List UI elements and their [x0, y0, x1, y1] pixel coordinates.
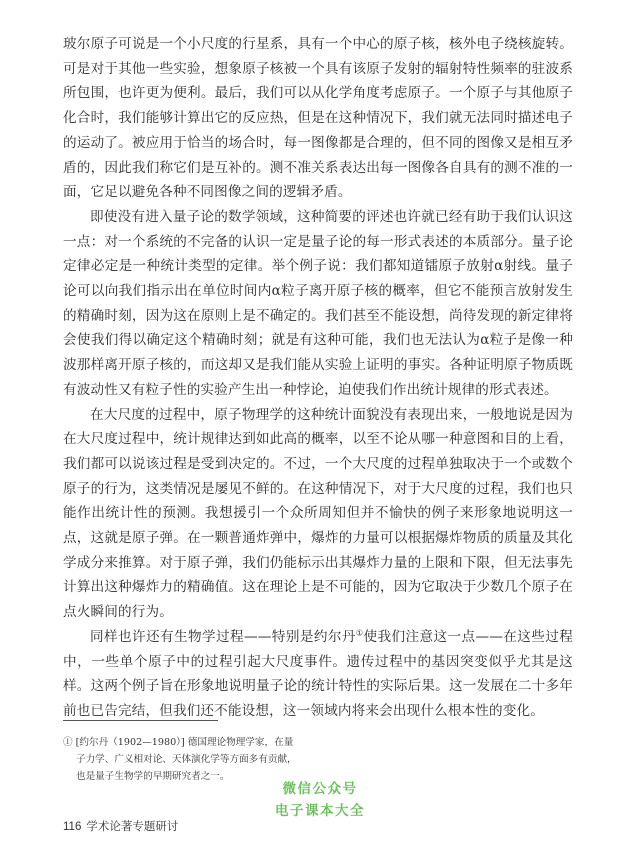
footnote-line-1: ① [约尔丹（1902—1980）] 德国理论物理学家，在量	[63, 737, 294, 748]
watermark	[256, 778, 384, 822]
watermark-line-2: 电子课本大全	[275, 803, 365, 819]
footnote-marker[interactable]: ①	[355, 628, 364, 638]
page-number: 116	[63, 821, 82, 833]
paragraph-4-after: 使我们注意这一点——在这些过程中，一些单个原子中的过程引起大尺度事件。遗传过程中的基因突变似乎尤其是这样。这两个例子旨在形象地说明量子论的统计特性的实际后果。这一发展在二十多年前也已告完结，但我们还不能设想，这一领域内将来会出现什么根本性的变化。	[63, 628, 573, 719]
body-text	[63, 32, 573, 724]
watermark-line-1: 微信公众号	[282, 781, 358, 797]
running-title: 学术论著专题研讨	[86, 819, 179, 833]
paragraph-3: 在大尺度的过程中，原子物理学的这种统计面貌没有表现出来，一般地说是因为在大尺度过程中，统计规律达到如此高的概率，以至不论从哪一种意图和目的上看，我们都可以说该过程是受到决定的。不过，一个大尺度的过程单独取决于一个或数个原子的行为，这类情况是屡见不鲜的。在这种情况下，对于大尺度的过程，我们也只能作出统计性的预测。我想援引一个众所周知但并不愉快的例子来形象地说明这一点，这就是原子弹。在一颗普通炸弹中，爆炸的力量可以根据爆炸物质的质量及其化学成分来推算。对于原子弹，我们仍能标示出其爆炸力量的上限和下限，但无法事先计算出这种爆炸力的精确值。这在理论上是不可能的，因为它取决于少数几个原子在点火瞬间的行为。	[63, 406, 573, 621]
footnote-divider	[63, 720, 218, 721]
page-footer	[63, 818, 178, 834]
paragraph-4	[63, 625, 573, 724]
paragraph-1: 玻尔原子可说是一个小尺度的行星系，具有一个中心的原子核，核外电子绕核旋转。可是对于其他一些实验，想象原子核被一个具有该原子发射的辐射特性频率的驻波系所包围，也许更为便利。最后，我们可以从化学角度考虑原子。一个原子与其他原子化合时，我们能够计算出它的反应热，但是在这种情况下，我们就无法同时描述电子的运动了。被应用于恰当的场合时，每一图像都是合理的，但不同的图像又是相互矛盾的，因此我们称它们是互补的。测不准关系表达出每一图像各自具有的测不准的一面，它足以避免各种不同图像之间的逻辑矛盾。	[63, 36, 573, 201]
footnote-line-2: 子力学、广义相对论、天体演化学等方面多有贡献，	[76, 754, 297, 765]
footnote-line-3: 也是量子生物学的早期研究者之一。	[76, 771, 230, 782]
paragraph-2: 即使没有进入量子论的数学领域，这种简要的评述也许就已经有助于我们认识这一点：对一个系统的不完备的认识一定是量子论的每一形式表述的本质部分。量子论定律必定是一种统计类型的定律。举个例子说：我们都知道镭原子放射α射线。量子论可以向我们指示出在单位时间内α粒子离开原子核的概率，但它不能预言放射发生的精确时刻，因为这在原则上是不确定的。我们甚至不能设想，尚待发现的新定律将会使我们得以确定这个精确时刻；就是有这种可能，我们也无法认为α粒子是像一种波那样离开原子核的，而这却又是我们能从实验上证明的事实。各种证明原子物质既有波动性又有粒子性的实验产生出一种悖论，迫使我们作出统计规律的形式表述。	[63, 208, 573, 398]
paragraph-4-before: 同样也许还有生物学过程——特别是约尔丹	[90, 628, 356, 645]
